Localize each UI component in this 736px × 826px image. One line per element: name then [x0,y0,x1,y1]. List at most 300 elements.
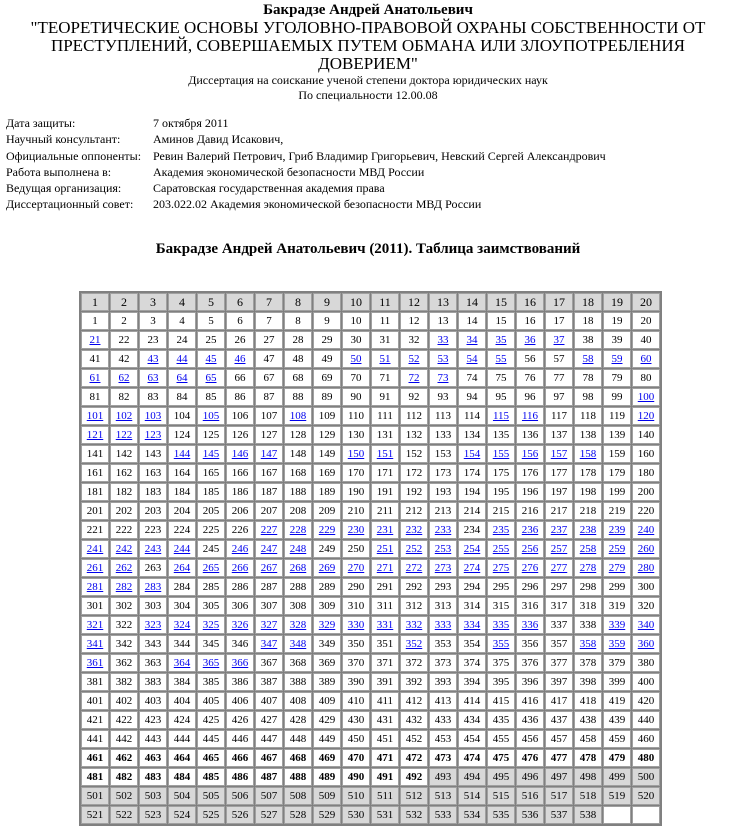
page-cell: 515 [487,787,515,805]
page-cell: 89 [313,388,341,406]
page-cell: 71 [371,369,399,387]
page-cell: 129 [313,426,341,444]
page-cell[interactable]: 35 [487,331,515,349]
page-cell: 477 [545,749,573,767]
page-cell: 106 [226,407,254,425]
page-cell: 142 [110,445,138,463]
page-cell: 119 [603,407,631,425]
page-cell: 203 [139,502,167,520]
page-cell[interactable]: 365 [197,654,225,672]
page-cell: 420 [632,692,660,710]
page-cell: 29 [313,331,341,349]
page-cell: 436 [516,711,544,729]
page-cell: 304 [168,597,196,615]
page-cell[interactable]: 248 [284,540,312,558]
page-cell: 386 [226,673,254,691]
page-cell[interactable]: 364 [168,654,196,672]
page-cell[interactable]: 145 [197,445,225,463]
page-cell[interactable]: 361 [81,654,109,672]
page-cell[interactable]: 339 [603,616,631,634]
page-cell[interactable]: 256 [516,540,544,558]
page-cell[interactable]: 121 [81,426,109,444]
page-cell: 408 [284,692,312,710]
page-cell[interactable]: 21 [81,331,109,349]
page-cell: 446 [226,730,254,748]
page-cell: 125 [197,426,225,444]
page-cell: 412 [400,692,428,710]
page-cell[interactable]: 157 [545,445,573,463]
page-cell: 163 [139,464,167,482]
page-cell: 81 [81,388,109,406]
page-cell: 472 [400,749,428,767]
page-cell[interactable]: 251 [371,540,399,558]
page-cell: 194 [458,483,486,501]
page-cell: 314 [458,597,486,615]
page-cell: 474 [458,749,486,767]
page-cell: 95 [487,388,515,406]
page-cell[interactable]: 341 [81,635,109,653]
page-cell: 126 [226,426,254,444]
meta-row [6,131,606,147]
page-cell[interactable]: 331 [371,616,399,634]
page-cell[interactable]: 144 [168,445,196,463]
page-cell: 501 [81,787,109,805]
page-cell: 536 [516,806,544,824]
page-cell[interactable]: 279 [603,559,631,577]
page-cell: 56 [516,350,544,368]
page-cell: 476 [516,749,544,767]
page-cell: 199 [603,483,631,501]
meta-row [6,148,606,164]
page-cell: 94 [458,388,486,406]
page-cell: 377 [545,654,573,672]
page-cell: 316 [516,597,544,615]
page-cell[interactable]: 352 [400,635,428,653]
page-cell[interactable]: 37 [545,331,573,349]
page-cell: 128 [284,426,312,444]
table-row [81,673,660,691]
page-cell[interactable]: 235 [487,521,515,539]
page-cell[interactable]: 238 [574,521,602,539]
page-cell[interactable]: 347 [255,635,283,653]
page-cell: 518 [574,787,602,805]
page-cell[interactable]: 273 [429,559,457,577]
page-cell[interactable]: 244 [168,540,196,558]
page-cell[interactable]: 232 [400,521,428,539]
column-header: 1 [81,293,109,311]
page-cell: 209 [313,502,341,520]
page-cell[interactable]: 156 [516,445,544,463]
page-cell[interactable]: 252 [400,540,428,558]
page-cell[interactable]: 102 [110,407,138,425]
page-cell[interactable]: 336 [516,616,544,634]
page-cell[interactable]: 236 [516,521,544,539]
page-cell: 520 [632,787,660,805]
page-cell: 168 [284,464,312,482]
page-cell[interactable]: 72 [400,369,428,387]
meta-value: 203.022.02 Академия экономической безопасности МВД России [153,197,482,212]
page-cell[interactable]: 231 [371,521,399,539]
page-cell[interactable]: 242 [110,540,138,558]
page-cell[interactable]: 326 [226,616,254,634]
page-cell: 176 [516,464,544,482]
page-cell: 449 [313,730,341,748]
page-cell: 487 [255,768,283,786]
page-cell: 503 [139,787,167,805]
page-cell: 409 [313,692,341,710]
page-cell[interactable]: 241 [81,540,109,558]
column-header: 20 [632,293,660,311]
page-cell: 211 [371,502,399,520]
page-cell: 375 [487,654,515,672]
page-cell: 38 [574,331,602,349]
page-cell[interactable]: 254 [458,540,486,558]
page-cell[interactable]: 116 [516,407,544,425]
table-row [81,464,660,482]
page-cell: 516 [516,787,544,805]
page-cell[interactable]: 259 [603,540,631,558]
page-cell: 90 [342,388,370,406]
page-cell[interactable]: 54 [458,350,486,368]
page-cell[interactable]: 73 [429,369,457,387]
page-cell[interactable]: 265 [197,559,225,577]
page-cell[interactable]: 323 [139,616,167,634]
page-cell[interactable]: 328 [284,616,312,634]
page-cell: 393 [429,673,457,691]
page-cell: 223 [139,521,167,539]
page-cell[interactable]: 359 [603,635,631,653]
page-cell: 489 [313,768,341,786]
page-cell: 424 [168,711,196,729]
table-row [81,787,660,805]
page-cell: 524 [168,806,196,824]
page-cell[interactable]: 58 [574,350,602,368]
page-cell[interactable]: 46 [226,350,254,368]
page-cell: 397 [545,673,573,691]
column-header: 3 [139,293,167,311]
table-row [81,312,660,330]
page-cell[interactable]: 154 [458,445,486,463]
page-cell: 390 [342,673,370,691]
page-cell[interactable]: 229 [313,521,341,539]
page-cell: 484 [168,768,196,786]
page-cell: 456 [516,730,544,748]
page-cell: 517 [545,787,573,805]
page-cell[interactable]: 44 [168,350,196,368]
page-cell: 421 [81,711,109,729]
page-cell: 363 [139,654,167,672]
page-cell: 383 [139,673,167,691]
page-cell: 139 [603,426,631,444]
page-cell[interactable]: 335 [487,616,515,634]
page-cell[interactable]: 325 [197,616,225,634]
page-cell[interactable]: 355 [487,635,515,653]
page-cell[interactable]: 123 [139,426,167,444]
page-cell[interactable]: 103 [139,407,167,425]
page-cell: 382 [110,673,138,691]
page-cell[interactable]: 333 [429,616,457,634]
page-cell: 174 [458,464,486,482]
page-cell[interactable]: 100 [632,388,660,406]
page-cell: 67 [255,369,283,387]
page-cell: 373 [429,654,457,672]
page-cell: 215 [487,502,515,520]
page-cell[interactable]: 36 [516,331,544,349]
page-cell[interactable]: 239 [603,521,631,539]
page-cell: 519 [603,787,631,805]
meta-value: Саратовская государственная академия права [153,181,385,196]
page-cell[interactable]: 332 [400,616,428,634]
page-cell[interactable]: 257 [545,540,573,558]
page-cell[interactable]: 275 [487,559,515,577]
page-cell: 453 [429,730,457,748]
page-cell[interactable]: 233 [429,521,457,539]
page-cell[interactable]: 281 [81,578,109,596]
page-cell[interactable]: 150 [342,445,370,463]
page-cell[interactable]: 247 [255,540,283,558]
page-cell[interactable]: 258 [574,540,602,558]
page-cell: 303 [139,597,167,615]
page-cell[interactable]: 101 [81,407,109,425]
page-cell: 428 [284,711,312,729]
table-row [81,540,660,558]
page-cell: 217 [545,502,573,520]
page-cell: 79 [603,369,631,387]
page-cell: 213 [429,502,457,520]
page-cell: 384 [168,673,196,691]
page-cell[interactable]: 146 [226,445,254,463]
page-cell: 107 [255,407,283,425]
page-cell: 91 [371,388,399,406]
page-cell: 381 [81,673,109,691]
meta-value: 7 октября 2011 [153,116,229,130]
page-cell[interactable]: 262 [110,559,138,577]
page-cell[interactable]: 348 [284,635,312,653]
page-cell[interactable]: 33 [429,331,457,349]
page-cell: 478 [574,749,602,767]
table-row [81,597,660,615]
page-cell: 471 [371,749,399,767]
page-cell[interactable]: 240 [632,521,660,539]
page-cell: 498 [574,768,602,786]
page-cell: 205 [197,502,225,520]
page-cell[interactable]: 334 [458,616,486,634]
page-cell[interactable]: 261 [81,559,109,577]
page-cell: 135 [487,426,515,444]
page-cell[interactable]: 321 [81,616,109,634]
page-cell: 475 [487,749,515,767]
page-cell[interactable]: 274 [458,559,486,577]
page-cell: 463 [139,749,167,767]
column-header: 2 [110,293,138,311]
page-cell: 226 [226,521,254,539]
page-cell: 504 [168,787,196,805]
page-cell: 104 [168,407,196,425]
page-cell[interactable]: 51 [371,350,399,368]
page-cell[interactable]: 280 [632,559,660,577]
page-cell[interactable]: 266 [226,559,254,577]
page-cell: 391 [371,673,399,691]
page-cell[interactable]: 60 [632,350,660,368]
page-cell[interactable]: 63 [139,369,167,387]
page-cell[interactable]: 282 [110,578,138,596]
page-cell[interactable]: 267 [255,559,283,577]
page-cell: 374 [458,654,486,672]
page-cell[interactable]: 340 [632,616,660,634]
page-cell: 385 [197,673,225,691]
table-row [81,502,660,520]
page-cell[interactable]: 64 [168,369,196,387]
page-cell: 356 [516,635,544,653]
column-header: 10 [342,293,370,311]
page-cell: 405 [197,692,225,710]
page-cell: 180 [632,464,660,482]
page-cell[interactable]: 269 [313,559,341,577]
page-cell: 42 [110,350,138,368]
page-cell[interactable]: 360 [632,635,660,653]
page-cell: 357 [545,635,573,653]
page-cell: 195 [487,483,515,501]
page-cell[interactable]: 272 [400,559,428,577]
page-cell: 514 [458,787,486,805]
page-cell[interactable]: 52 [400,350,428,368]
meta-value: Академия экономической безопасности МВД России [153,164,425,179]
page-cell[interactable]: 271 [371,559,399,577]
page-cell: 512 [400,787,428,805]
page-cell: 454 [458,730,486,748]
page-cell: 439 [603,711,631,729]
meta-value: Аминов Давид Исакович, [153,132,284,147]
page-cell: 222 [110,521,138,539]
page-cell: 9 [313,312,341,330]
page-cell[interactable]: 45 [197,350,225,368]
page-cell[interactable]: 147 [255,445,283,463]
page-cell[interactable]: 330 [342,616,370,634]
page-cell: 8 [284,312,312,330]
page-cell[interactable]: 61 [81,369,109,387]
page-cell[interactable]: 230 [342,521,370,539]
page-cell: 5 [197,312,225,330]
page-cell: 295 [487,578,515,596]
page-cell: 322 [110,616,138,634]
meta-value: Ревин Валерий Петрович, Гриб Владимир Григорьевич, Невский Сергей Александрович [153,148,606,163]
page-cell: 445 [197,730,225,748]
page-cell: 378 [574,654,602,672]
page-cell[interactable]: 34 [458,331,486,349]
page-cell[interactable]: 329 [313,616,341,634]
page-cell[interactable]: 243 [139,540,167,558]
page-cell[interactable]: 270 [342,559,370,577]
page-cell: 69 [313,369,341,387]
page-cell[interactable]: 115 [487,407,515,425]
page-cell[interactable]: 277 [545,559,573,577]
page-cell: 15 [487,312,515,330]
page-cell: 379 [603,654,631,672]
page-cell: 419 [603,692,631,710]
page-cell: 490 [342,768,370,786]
page-cell: 430 [342,711,370,729]
page-cell: 466 [226,749,254,767]
page-cell: 537 [545,806,573,824]
page-cell: 127 [255,426,283,444]
page-cell[interactable]: 227 [255,521,283,539]
page-cell[interactable]: 237 [545,521,573,539]
page-cell: 140 [632,426,660,444]
page-cell[interactable]: 246 [226,540,254,558]
page-cell[interactable]: 283 [139,578,167,596]
page-cell: 131 [371,426,399,444]
page-cell: 343 [139,635,167,653]
page-cell: 470 [342,749,370,767]
page-cell: 47 [255,350,283,368]
page-cell: 133 [429,426,457,444]
page-cell: 531 [371,806,399,824]
page-cell: 16 [516,312,544,330]
page-cell[interactable]: 105 [197,407,225,425]
page-cell: 462 [110,749,138,767]
page-cell[interactable]: 120 [632,407,660,425]
page-cell: 11 [371,312,399,330]
page-cell: 201 [81,502,109,520]
page-cell[interactable]: 55 [487,350,515,368]
page-cell[interactable]: 53 [429,350,457,368]
page-cell: 28 [284,331,312,349]
page-cell[interactable]: 268 [284,559,312,577]
page-cell: 527 [255,806,283,824]
page-cell[interactable]: 366 [226,654,254,672]
table-row [81,749,660,767]
page-cell[interactable]: 358 [574,635,602,653]
page-cell[interactable]: 253 [429,540,457,558]
page-cell[interactable]: 324 [168,616,196,634]
page-cell: 82 [110,388,138,406]
page-cell[interactable]: 158 [574,445,602,463]
page-cell[interactable]: 62 [110,369,138,387]
page-cell[interactable]: 59 [603,350,631,368]
page-cell[interactable]: 65 [197,369,225,387]
page-cell: 249 [313,540,341,558]
page-cell[interactable]: 43 [139,350,167,368]
page-cell[interactable]: 276 [516,559,544,577]
meta-row [6,196,606,212]
page-cell: 13 [429,312,457,330]
page-cell[interactable]: 255 [487,540,515,558]
page-cell: 130 [342,426,370,444]
table-row [81,635,660,653]
page-cell: 193 [429,483,457,501]
page-cell[interactable]: 151 [371,445,399,463]
page-cell[interactable]: 260 [632,540,660,558]
page-cell: 57 [545,350,573,368]
page-cell: 153 [429,445,457,463]
page-cell[interactable]: 327 [255,616,283,634]
page-cell: 74 [458,369,486,387]
page-cell[interactable]: 108 [284,407,312,425]
page-cell [632,806,660,824]
page-cell: 460 [632,730,660,748]
page-cell: 77 [545,369,573,387]
page-cell[interactable]: 264 [168,559,196,577]
page-cell: 399 [603,673,631,691]
page-cell[interactable]: 228 [284,521,312,539]
page-cell: 308 [284,597,312,615]
page-cell[interactable]: 122 [110,426,138,444]
page-cell: 1 [81,312,109,330]
page-cell: 7 [255,312,283,330]
page-cell[interactable]: 155 [487,445,515,463]
page-cell[interactable]: 50 [342,350,370,368]
page-cell[interactable]: 278 [574,559,602,577]
